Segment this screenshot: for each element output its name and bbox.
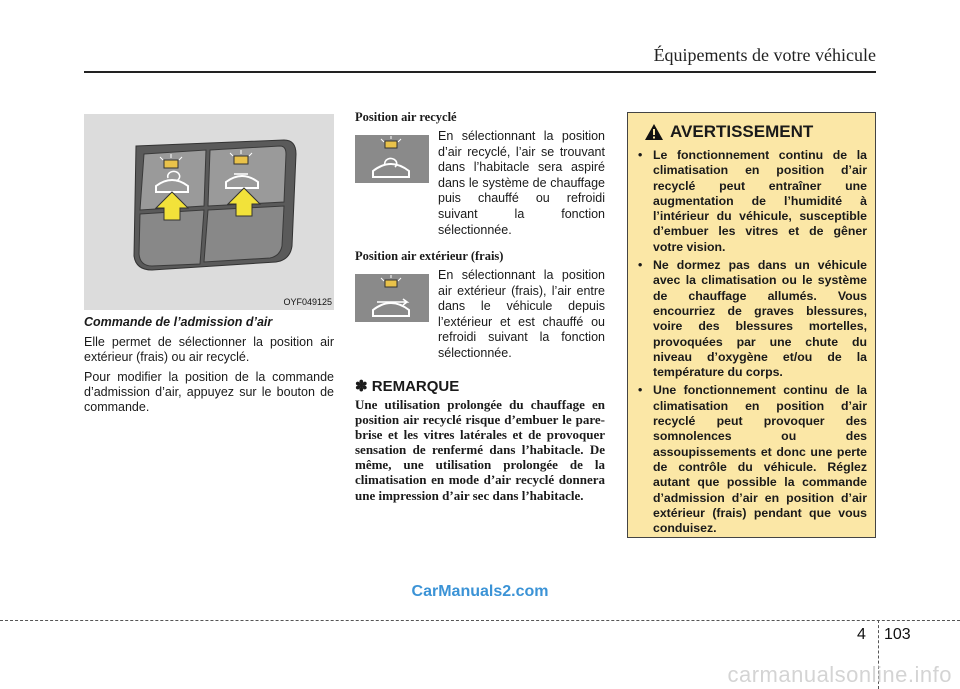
bullet-icon: •: [638, 148, 643, 162]
page-number: 103: [884, 626, 911, 643]
chapter-number: 4: [857, 626, 866, 643]
watermark-link[interactable]: CarManuals2.com: [411, 583, 549, 600]
section-heading: Commande de l’admission d’air: [84, 315, 273, 329]
remark-title: ✽ REMARQUE: [355, 378, 460, 395]
warning-title: AVERTISSEMENT: [670, 122, 814, 141]
warning-item: [636, 258, 867, 380]
bullet-icon: •: [638, 258, 643, 273]
warning-item-text: Ne dormez pas dans un véhicule avec la climatisation ou le système de chauffage allumés. Vous encourriez de graves blessures, voire des blessures mortelles, provoquées par une chute du niveau d’oxygène et/ou de la température du corps.: [653, 258, 867, 380]
header-title: Équipements de votre véhicule: [653, 45, 876, 65]
warning-item-text: Le fonctionnement continu de la climatisation en position d’air recyclé peut entraîner une augmentation de l’humidité à l’intérieur du véhicule, susceptible d’embuer les vitres et de gêner votre vision.: [653, 148, 867, 254]
footer-rule: [0, 620, 960, 621]
warning-item-text: Une fonctionnement continu de la climatisation en position d’air recyclé peut provoquer des somnolences ou des assoupissements et donc une perte de contrôle du véhicule. Réglez autant que possible la commande d’admission d’air en position d’air extérieur (frais) pendant que vous conduisez.: [653, 383, 867, 536]
watermark: [0, 583, 960, 601]
header-rule: [84, 71, 876, 73]
warning-list: [636, 148, 867, 536]
warning-item: [636, 148, 867, 255]
warning-header: [644, 122, 875, 142]
footer-site-watermark: carmanualsonline.info: [727, 662, 952, 687]
intro-paragraph: Elle permet de sélectionner la position air extérieur (frais) ou air recyclé.: [84, 335, 334, 364]
figure-code: OYF049125: [283, 297, 332, 307]
fresh-title: Position air extérieur (frais): [355, 249, 504, 263]
warning-item: [636, 383, 867, 536]
recycled-text: En sélectionnant la position d’air recyclé, l’air se trouvant dans l’habitacle sera aspiré dans le système de chauffage puis chauffé ou refroidi suivant la fonction sélectionnée.: [438, 129, 605, 237]
bullet-icon: •: [638, 383, 643, 398]
middle-column: [355, 110, 605, 503]
recycled-air-icon: [355, 135, 429, 183]
instruction-paragraph: Pour modifier la position de la commande d’admission d’air, appuyez sur le bouton de commande.: [84, 370, 334, 414]
warning-box: [627, 112, 876, 538]
recycled-title: Position air recyclé: [355, 110, 457, 124]
recycled-block: [355, 129, 605, 237]
left-column: [84, 315, 334, 420]
warning-triangle-icon: [644, 123, 664, 141]
fresh-text: En sélectionnant la position air extérieur (frais), l’air entre dans le véhicule depuis l’extérieur et est chauffé ou refroidi suivant la fonction sélectionnée.: [438, 268, 605, 360]
fresh-air-icon: [355, 274, 429, 322]
air-intake-figure: [84, 114, 334, 310]
remark-text: Une utilisation prolongée du chauffage en position air recyclé risque d’embuer le pare-brise et les vitres latérales et de provoquer sensation de renfermé dans l’habitacle. De même, une utilisation prolongée de la climatisation en mode d’air recyclé donnera une impression d’air sec dans l’habitacle.: [355, 397, 605, 503]
fresh-block: [355, 268, 605, 365]
